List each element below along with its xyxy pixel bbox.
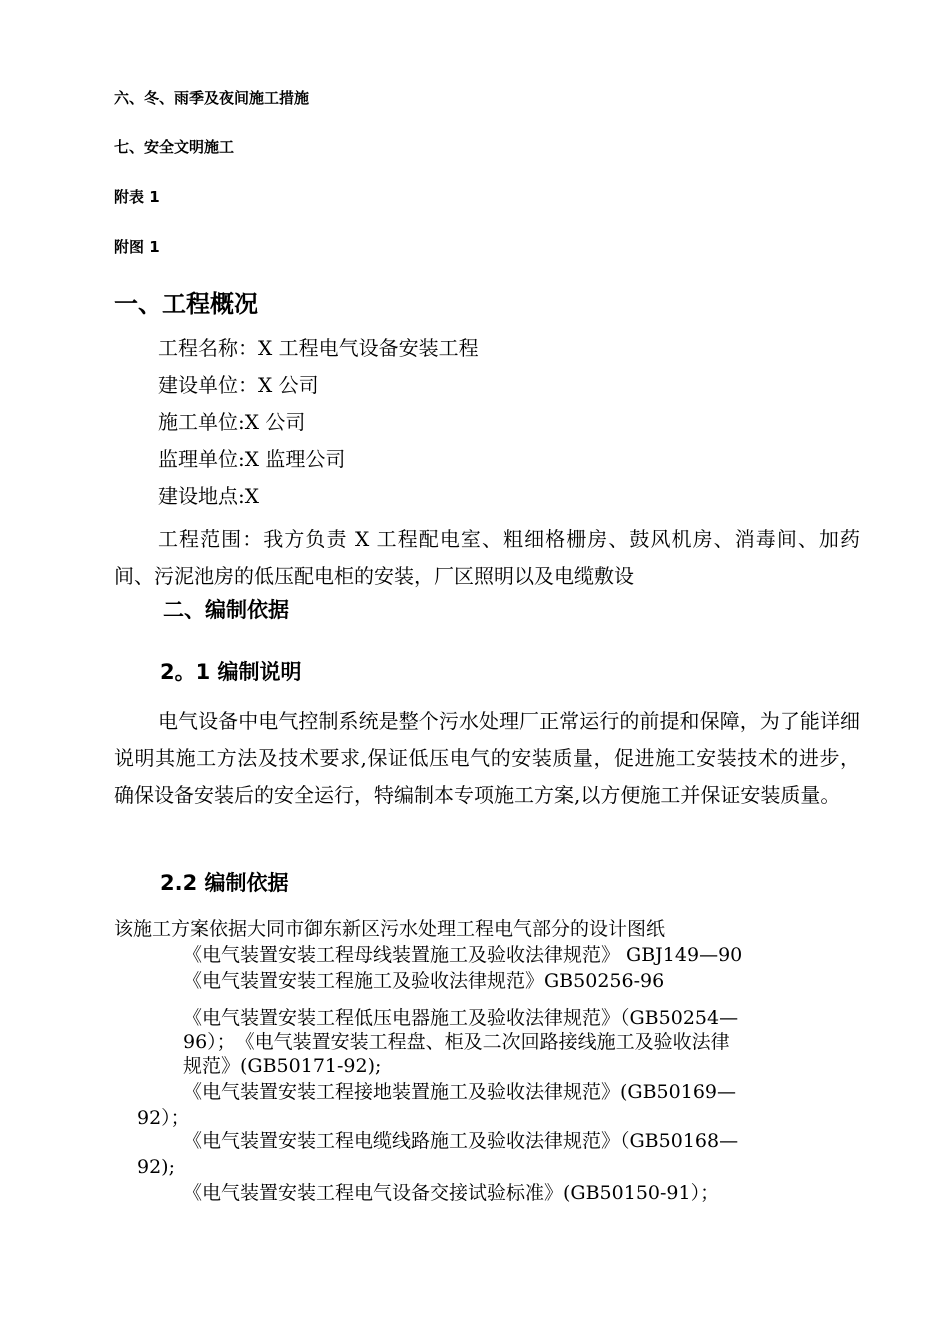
project-name: 工程名称：X 工程电气设备安装工程 (158, 336, 479, 360)
toc-item-safety: 七、安全文明施工 (114, 138, 235, 156)
reference-installation: 《电气装置安装工程施工及验收法律规范》GB50256-96 (183, 970, 665, 992)
project-location: 建设地点:X (158, 484, 259, 508)
basis-intro: 该施工方案依据大同市御东新区污水处理工程电气部分的设计图纸 (114, 918, 666, 940)
reference-grounding-line1: 《电气装置安装工程接地装置施工及验收法律规范》(GB50169— (183, 1081, 736, 1103)
toc-item-appendix-table: 附表 1 (114, 188, 160, 206)
reference-handover-test: 《电气装置安装工程电气设备交接试验标准》(GB50150-91）； (183, 1182, 720, 1204)
section-heading-basis: 二、编制依据 (163, 598, 289, 622)
description-paragraph: 电气设备中电气控制系统是整个污水处理厂正常运行的前提和保障，为了能详细说明其施工方法及技术要求,保证低压电气的安装质量，促进施工安装技术的进步，确保设备安装后的安全运行，特编制本专项施工方案,以方便施工并保证安装质量。 (114, 709, 860, 807)
subsection-heading-description: 2。1 编制说明 (160, 660, 302, 684)
reference-busbar: 《电气装置安装工程母线装置施工及验收法律规范》 GBJ149—90 (183, 944, 743, 966)
toc-item-winter-rain-night: 六、冬、雨季及夜间施工措施 (114, 89, 310, 107)
supervisor-unit: 监理单位:X 监理公司 (158, 447, 346, 471)
owner-unit: 建设单位：X 公司 (158, 373, 319, 397)
reference-cable-line2: 92); (137, 1156, 175, 1178)
section-heading-overview: 一、工程概况 (114, 290, 258, 318)
reference-cable-line1: 《电气装置安装工程电缆线路施工及验收法律规范》（GB50168— (183, 1130, 739, 1152)
reference-low-voltage-line1: 《电气装置安装工程低压电器施工及验收法律规范》（GB50254— (183, 1007, 739, 1029)
reference-grounding-line2: 92）； (137, 1107, 190, 1129)
reference-low-voltage-line2: 96）； 《电气装置安装工程盘、柜及二次回路接线施工及验收法律 (183, 1031, 730, 1053)
reference-low-voltage-line3: 规范》(GB50171-92); (183, 1055, 382, 1077)
toc-item-appendix-figure: 附图 1 (114, 238, 160, 256)
project-scope: 工程范围：我方负责 X 工程配电室、粗细格栅房、鼓风机房、消毒间、加药间、污泥池房的低压配电柜的安装，厂区照明以及电缆敷设 (114, 527, 860, 588)
contractor-unit: 施工单位:X 公司 (158, 410, 306, 434)
subsection-heading-basis: 2.2 编制依据 (160, 871, 289, 895)
